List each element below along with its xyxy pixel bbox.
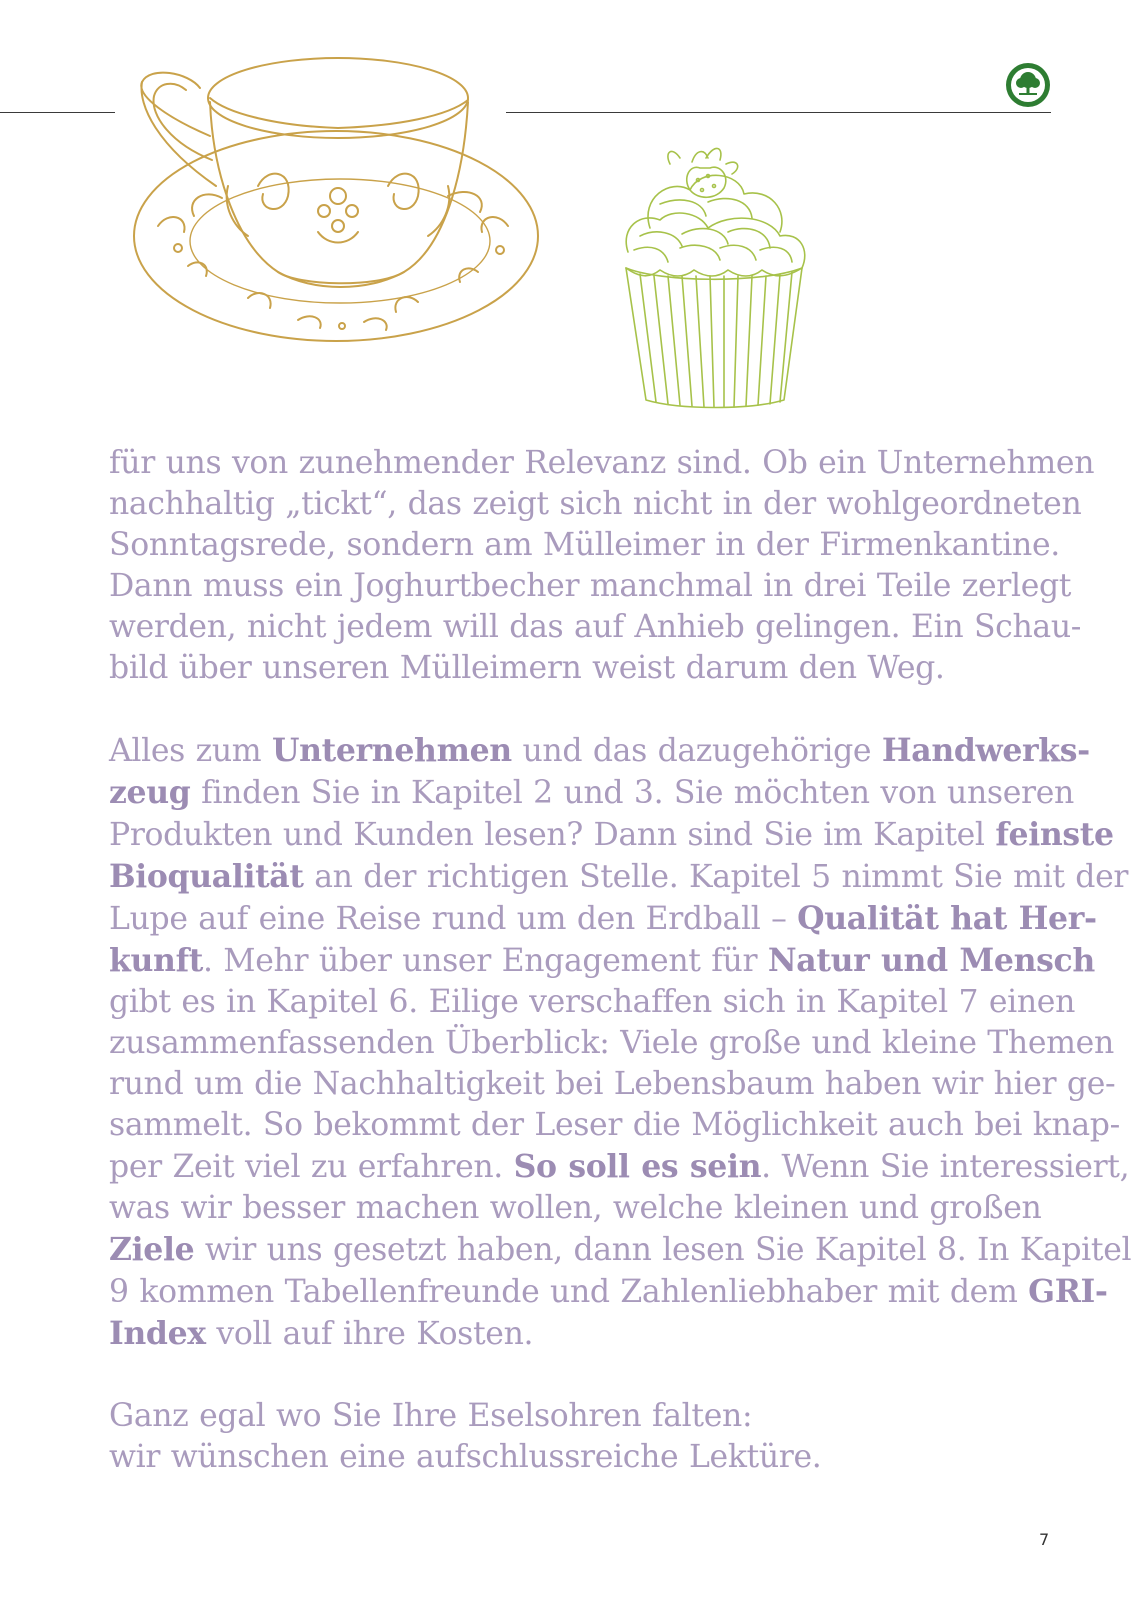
text-segment: . Wenn Sie interessiert, (761, 1149, 1130, 1185)
bold-keyword: zeug (109, 774, 191, 811)
bold-keyword: Ziele (109, 1231, 195, 1268)
text-line (109, 1396, 1064, 1437)
text-segment: bild über unseren Mülleimern weist darum den Weg. (109, 650, 945, 686)
bold-keyword: Index (109, 1315, 206, 1352)
bold-keyword: So soll es sein (513, 1148, 762, 1185)
text-line (109, 1023, 1114, 1064)
text-line (109, 566, 1072, 607)
text-segment: per Zeit viel zu erfahren. (109, 1149, 514, 1185)
text-segment: werden, nicht jedem will das auf Anhieb gelingen. Ein Schau- (109, 609, 1082, 645)
bold-keyword: Bioqualität (109, 858, 304, 895)
text-line (109, 484, 1082, 525)
bold-keyword: kunft (109, 942, 203, 979)
text-segment: und das dazugehörige (511, 733, 882, 769)
text-line (109, 443, 1095, 484)
bold-keyword: Natur und Mensch (767, 942, 1095, 979)
paragraph-gap (109, 1355, 1064, 1396)
text-segment: für uns von zunehmender Relevanz sind. Ob ein Unternehmen (109, 445, 1095, 481)
text-line (109, 730, 1090, 772)
text-segment: Alles zum (109, 733, 272, 769)
teacup-saucer-illustration (128, 36, 558, 356)
intro-body-text (109, 443, 1132, 1478)
text-segment: gibt es in Kapitel 6. Eilige verschaffen sich in Kapitel 7 einen (109, 984, 1076, 1020)
text-line (109, 814, 1114, 856)
lebensbaum-tree-logo (1005, 62, 1051, 108)
paragraph-gap (109, 689, 1064, 730)
text-segment: voll auf ihre Kosten. (205, 1316, 534, 1352)
page-number: 7 (1039, 1530, 1050, 1549)
bold-keyword: Handwerks- (881, 732, 1090, 769)
bold-keyword: Qualität hat Her- (797, 900, 1097, 937)
text-segment: wir uns gesetzt haben, dann lesen Sie Kapitel 8. In Kapitel (194, 1232, 1132, 1268)
header-rule-right (506, 112, 1051, 113)
text-segment: an der richtigen Stelle. Kapitel 5 nimmt Sie mit der (303, 859, 1129, 895)
strawberry-cupcake-illustration (620, 128, 810, 418)
text-line (109, 1437, 1064, 1478)
text-line (109, 1105, 1120, 1146)
text-segment: 9 kommen Tabellenfreunde und Zahlenliebhaber mit dem (109, 1274, 1029, 1310)
text-line (109, 898, 1097, 940)
text-line (109, 1229, 1132, 1271)
text-line (109, 940, 1095, 982)
text-segment: . Mehr über unser Engagement für (202, 943, 768, 979)
text-line (109, 772, 1074, 814)
bold-keyword: GRI- (1028, 1273, 1108, 1310)
text-segment: zusammenfassenden Überblick: Viele große und kleine Themen (109, 1025, 1114, 1061)
text-line (109, 607, 1082, 648)
bold-keyword: feinste (995, 816, 1114, 853)
text-line (109, 648, 1064, 689)
text-segment: Sonntagsrede, sondern am Mülleimer in der Firmenkantine. (109, 527, 1060, 563)
text-segment: nachhaltig „tickt“, das zeigt sich nicht in der wohlgeordneten (109, 486, 1082, 522)
text-line (109, 525, 1064, 566)
text-segment: Dann muss ein Joghurtbecher manchmal in drei Teile zerlegt (109, 568, 1072, 604)
text-segment: sammelt. So bekommt der Leser die Möglichkeit auch bei knap- (109, 1107, 1120, 1143)
text-segment: was wir besser machen wollen, welche kleinen und großen (109, 1190, 1042, 1226)
text-line (109, 982, 1076, 1023)
text-segment: Produkten und Kunden lesen? Dann sind Sie im Kapitel (109, 817, 996, 853)
header-rule-left (0, 112, 115, 113)
bold-keyword: Unternehmen (271, 732, 512, 769)
text-segment: finden Sie in Kapitel 2 und 3. Sie möchten von unseren (190, 775, 1074, 811)
text-segment: Lupe auf eine Reise rund um den Erdball – (109, 901, 798, 937)
text-line (109, 856, 1129, 898)
text-line (109, 1271, 1108, 1313)
text-line (109, 1064, 1116, 1105)
text-segment: Ganz egal wo Sie Ihre Eselsohren falten: (109, 1398, 753, 1434)
text-segment: wir wünschen eine aufschlussreiche Lektüre. (109, 1439, 822, 1475)
text-line (109, 1188, 1064, 1229)
text-line (109, 1313, 1064, 1355)
text-segment: rund um die Nachhaltigkeit bei Lebensbaum haben wir hier ge- (109, 1066, 1116, 1102)
text-line (109, 1146, 1130, 1188)
